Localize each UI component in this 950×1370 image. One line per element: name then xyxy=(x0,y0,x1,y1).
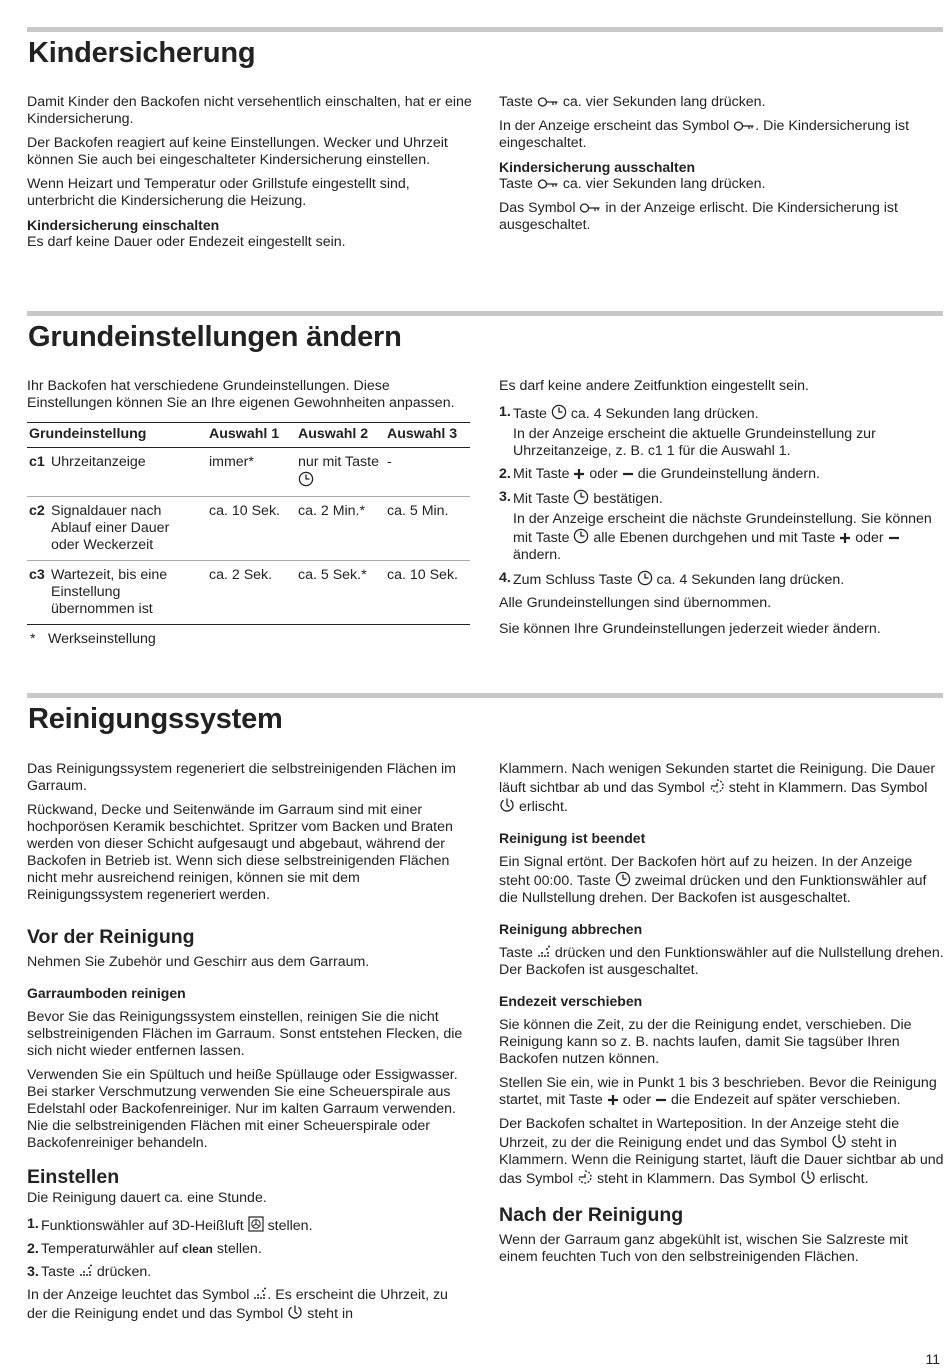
paragraph: Wenn der Garraum ganz abgekühlt ist, wischen Sie Salzreste mit einem feuchten Tuch von den selbstreinigenden Flächen. xyxy=(499,1232,908,1265)
column-header: Auswahl 3 xyxy=(385,423,470,448)
subheading: Kindersicherung einschalten xyxy=(27,217,220,233)
paragraph: Klammern. Nach wenigen Sekunden startet die Reinigung. Die Dauer läuft sichtbar ab und das Symbol steht in Klammern. Das Symbol erlischt. xyxy=(499,761,936,815)
paragraph: Verwenden Sie ein Spültuch und heiße Spüllauge oder Essigwasser. Bei starker Verschmutzung verwenden Sie eine Scheuerspirale aus Edelstahl oder Backofenreiniger. Nur im kalten Garraum verwenden. Nie die selbstreinigenden Flächen mit einer Scheuerspirale oder Backofenreiniger behandeln. xyxy=(27,1067,458,1151)
kindersicherung-right-column xyxy=(499,94,944,241)
table-cell: ca. 10 Sek. xyxy=(385,561,470,625)
table-cell: c3 Wartezeit, bis eine Einstellung übernommen ist xyxy=(27,561,207,625)
column-header: Auswahl 1 xyxy=(207,423,296,448)
paragraph: Der Backofen schaltet in Warteposition. In der Anzeige steht die Uhrzeit, zu der die Reinigung endet und das Symbol steht in Klammern. Wenn die Reinigung startet, läuft die Dauer sichtbar ab und das Symbol steht in Klammern. Das Symbol erlischt. xyxy=(499,1116,944,1187)
section-title-grundeinstellungen: Grundeinstellungen ändern xyxy=(28,321,402,353)
clean-icon xyxy=(253,1287,267,1301)
clock-icon xyxy=(637,570,653,586)
paragraph: Ihr Backofen hat verschiedene Grundeinstellungen. Diese Einstellungen können Sie an Ihre eigenen Gewohnheiten anpassen. xyxy=(27,378,455,411)
table-cell: ca. 2 Sek. xyxy=(207,561,296,625)
table-cell: c1 Uhrzeitanzeige xyxy=(27,448,207,497)
subheading: Endezeit verschieben xyxy=(499,993,643,1009)
endtime-icon xyxy=(800,1169,816,1185)
clock-icon xyxy=(573,528,589,544)
endtime-icon xyxy=(287,1304,303,1320)
table-cell: immer* xyxy=(207,448,296,497)
grundeinstellungen-left-column xyxy=(27,378,472,648)
steps-list xyxy=(27,1216,472,1281)
paragraph: Damit Kinder den Backofen nicht versehentlich einschalten, hat er eine Kindersicherung. xyxy=(27,94,472,127)
paragraph: Das Symbol in der Anzeige erlischt. Die Kindersicherung ist ausgeschaltet. xyxy=(499,200,898,233)
list-item: 1. Funktionswähler auf 3D-Heißluft stellen. xyxy=(27,1216,313,1234)
list-item: 2. Mit Taste oder die Grundeinstellung ändern. xyxy=(499,466,820,482)
settings-table xyxy=(27,422,470,625)
table-row xyxy=(27,497,470,561)
endtime-icon xyxy=(831,1133,847,1149)
subsection-heading: Nach der Reinigung xyxy=(499,1204,684,1226)
paragraph: Taste ca. vier Sekunden lang drücken. xyxy=(499,94,766,110)
table-cell: ca. 5 Min. xyxy=(385,497,470,561)
kindersicherung-left-column xyxy=(27,94,472,258)
minus-icon xyxy=(655,1094,667,1106)
clean-icon xyxy=(537,945,551,959)
subsection-heading: Einstellen xyxy=(27,1166,120,1188)
grundeinstellungen-right-column xyxy=(499,378,944,645)
plus-icon xyxy=(573,468,585,480)
minus-icon xyxy=(888,532,900,544)
paragraph: Der Backofen reagiert auf keine Einstellungen. Wecker und Uhrzeit können Sie auch bei eingeschalteter Kindersicherung einstellen. xyxy=(27,135,448,168)
key-icon xyxy=(579,202,601,214)
list-item: 4. Zum Schluss Taste ca. 4 Sekunden lang drücken. xyxy=(499,570,845,588)
paragraph: Sie können die Zeit, zu der die Reinigung endet, verschieben. Die Reinigung kann so z. B. nachts laufen, damit Sie tagsüber Ihren Backofen nutzen können. xyxy=(499,1017,912,1067)
column-header: Auswahl 2 xyxy=(296,423,385,448)
paragraph: Nehmen Sie Zubehör und Geschirr aus dem Garraum. xyxy=(27,954,370,970)
paragraph: Ein Signal ertönt. Der Backofen hört auf zu heizen. In der Anzeige steht 00:00. Taste zweimal drücken und den Funktionswähler auf die Nullstellung drehen. Der Backofen ist ausgeschaltet. xyxy=(499,854,927,906)
paragraph: Stellen Sie ein, wie in Punkt 1 bis 3 beschrieben. Bevor die Reinigung startet, mit Taste oder die Endezeit auf später verschieben. xyxy=(499,1075,937,1108)
reinigung-left-column xyxy=(27,761,472,1330)
paragraph: Wenn Heizart und Temperatur oder Grillstufe eingestellt sind, unterbricht die Kindersicherung die Heizung. xyxy=(27,176,410,209)
clean-icon xyxy=(79,1264,93,1278)
section-divider xyxy=(27,693,943,698)
reinigung-right-column xyxy=(499,761,944,1273)
section-divider xyxy=(27,311,943,316)
subheading: Kindersicherung ausschalten xyxy=(499,159,696,175)
steps-list xyxy=(499,404,944,589)
paragraph: In der Anzeige leuchtet das Symbol . Es erscheint die Uhrzeit, zu der die Reinigung endet und das Symbol steht in xyxy=(27,1287,448,1322)
table-row xyxy=(27,561,470,625)
paragraph: Alle Grundeinstellungen sind übernommen. xyxy=(499,595,772,611)
list-item: 2. Temperaturwähler auf clean stellen. xyxy=(27,1241,262,1257)
subsection-heading: Vor der Reinigung xyxy=(27,926,195,948)
paragraph: Sie können Ihre Grundeinstellungen jederzeit wieder ändern. xyxy=(499,621,881,637)
key-icon xyxy=(537,96,559,108)
subheading: Reinigung abbrechen xyxy=(499,921,643,937)
endtime-icon xyxy=(499,797,515,813)
paragraph: In der Anzeige erscheint das Symbol . Die Kindersicherung ist eingeschaltet. xyxy=(499,118,910,151)
table-cell: - xyxy=(385,448,470,497)
table-cell: ca. 10 Sek. xyxy=(207,497,296,561)
paragraph: Bevor Sie das Reinigungssystem einstellen, reinigen Sie die nicht selbstreinigenden Flächen im Garraum. Sonst entstehen Flecken, die sich nicht wieder entfernen lassen. xyxy=(27,1009,463,1059)
paragraph: Das Reinigungssystem regeneriert die selbstreinigenden Flächen im Garraum. xyxy=(27,761,456,794)
clock-icon xyxy=(551,404,567,420)
duration-icon xyxy=(709,778,725,794)
table-cell: ca. 5 Sek.* xyxy=(296,561,385,625)
table-footnote: * Werkseinstellung xyxy=(30,631,156,647)
table-row xyxy=(27,448,470,497)
table-cell: c2 Signaldauer nach Ablauf einer Dauer oder Weckerzeit xyxy=(27,497,207,561)
paragraph: Taste drücken und den Funktionswähler auf die Nullstellung drehen. Der Backofen ist ausgeschaltet. xyxy=(499,945,944,978)
section-title-reinigungssystem: Reinigungssystem xyxy=(28,703,283,735)
duration-icon xyxy=(577,1169,593,1185)
minus-icon xyxy=(622,468,634,480)
table-cell: nur mit Taste xyxy=(296,448,385,497)
paragraph: Die Reinigung dauert ca. eine Stunde. xyxy=(27,1190,267,1206)
plus-icon xyxy=(607,1094,619,1106)
subheading: Reinigung ist beendet xyxy=(499,830,646,846)
column-header: Grundeinstellung xyxy=(27,423,207,448)
clock-icon xyxy=(298,471,314,487)
table-cell: ca. 2 Min.* xyxy=(296,497,385,561)
section-divider xyxy=(27,27,943,32)
list-item: 3. Mit Taste bestätigen. In der Anzeige erscheint die nächste Grundeinstellung. Sie können mit Taste alle Ebenen durchgehen und mit Taste oder ändern. xyxy=(499,489,932,563)
list-item: 1. Taste ca. 4 Sekunden lang drücken. In der Anzeige erscheint die aktuelle Grundeinstellung zur Uhrzeitanzeige, z. B. c1 1 für die Auswahl 1. xyxy=(499,404,876,459)
section-title-kindersicherung: Kindersicherung xyxy=(28,37,256,69)
paragraph: Rückwand, Decke und Seitenwände im Garraum sind mit einer hochporösen Keramik beschichtet. Spritzer vom Backen und Braten werden von dieser Schicht aufgesaugt und abgebaut, während der Backofen in Betrieb ist. Wenn sich diese selbstreinigenden Flächen nicht mehr ausreichend reinigen, können sie mit dem Reinigungssystem regeneriert werden. xyxy=(27,802,453,903)
paragraph: Taste ca. vier Sekunden lang drücken. xyxy=(499,176,766,192)
key-icon xyxy=(733,120,755,132)
clock-icon xyxy=(615,871,631,887)
plus-icon xyxy=(839,532,851,544)
fan-icon xyxy=(248,1216,264,1232)
list-item: 3. Taste drücken. xyxy=(27,1264,152,1280)
clock-icon xyxy=(573,489,589,505)
key-icon xyxy=(537,178,559,190)
paragraph: Es darf keine andere Zeitfunktion eingestellt sein. xyxy=(499,378,809,394)
table-header-row xyxy=(27,423,470,448)
paragraph: Es darf keine Dauer oder Endezeit eingestellt sein. xyxy=(27,234,346,250)
subheading: Garraumboden reinigen xyxy=(27,985,186,1001)
page-number: 11 xyxy=(925,1351,940,1367)
